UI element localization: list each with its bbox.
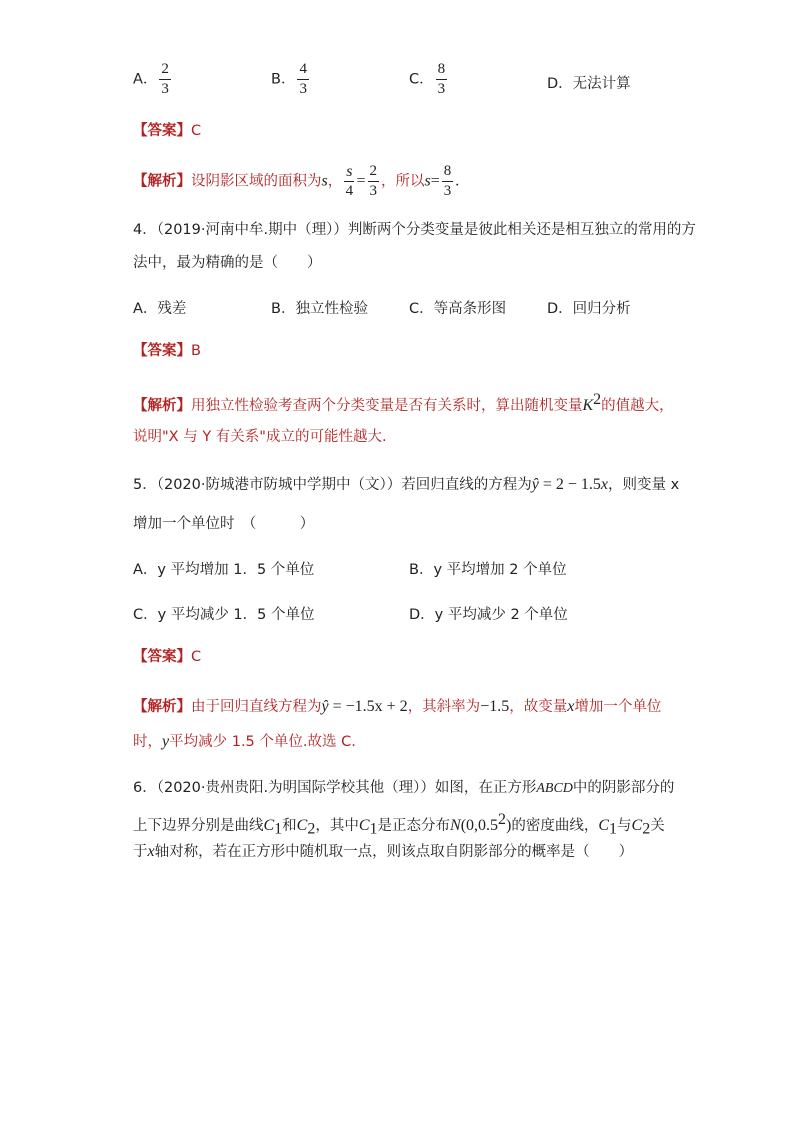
q5-stem-line2: 增加一个单位时 （ ） [133,516,315,532]
option-label: C． [409,71,434,88]
answer-value: B [191,343,201,359]
q6-stem-line1 [133,778,674,799]
fraction-denominator: 3 [161,81,169,97]
math-sub: 1 [369,820,378,838]
fraction-numerator: 2 [368,164,380,182]
analysis-text: ，其斜率为 [407,699,481,715]
fraction [297,62,309,97]
punct: ， [327,173,343,190]
analysis-text: ，故变量 [509,699,568,715]
q3-analysis [133,164,459,199]
q5-analysis-line1 [133,697,661,717]
q4-stem-line1: 4．（2019·河南中牟.期中（理））判断两个分类变量是彼此相关还是相互独立的常用的方 [133,222,696,238]
math-var: C [263,816,275,834]
analysis-text: ，所以 [381,173,425,190]
math-var: C [598,816,610,834]
stem-text: 上下边界分别是曲线 [133,817,264,834]
stem-text: 和 [282,817,297,834]
math-var: C [358,816,370,834]
stem-text: 5．（2020·防城港市防城中学期中（文））若回归直线的方程为 [133,477,532,493]
fraction-denominator: 3 [437,81,446,97]
math-sub: 1 [274,820,283,838]
math-op: = [430,172,440,190]
math-var: K [582,396,594,414]
q4-stem-line2: 法中，最为精确的是（ ） [133,255,322,271]
math-expr: ) [506,816,512,834]
analysis-text: 设阴影区域的面积为 [191,173,322,190]
math-sub: 2 [642,820,651,838]
math-var: ABCD [536,781,573,796]
option-label: B． [271,71,296,88]
math-var: x [600,476,608,493]
math-var: ŷ [321,698,329,715]
option-label: A． [133,71,158,88]
analysis-text: 由于回归直线方程为 [191,699,322,715]
q6-stem-line3 [133,842,633,862]
math-var: N [450,816,461,834]
q5-option-a: A．y 平均增加 1．5 个单位 [133,562,315,578]
fraction-numerator: 8 [442,164,454,182]
answer-value: C [191,649,202,665]
q4-analysis-line1 [133,390,674,416]
answer-tag: 【答案】 [133,649,191,665]
math-expr: (0,0.5 [460,816,499,834]
q3-option-b [271,62,311,97]
math-var: y [162,733,170,750]
math-var: s [424,172,431,190]
q3-option-c [409,62,449,97]
analysis-tag: 【解析】 [133,173,191,190]
math-var: C [631,816,643,834]
fraction-numerator: 8 [436,62,448,80]
answer-tag: 【答案】 [133,343,191,359]
q3-option-a [133,62,173,97]
stem-text: 关 [650,817,665,834]
q6-stem-line2 [133,810,665,840]
stem-text: 中的阴影部分的 [572,780,675,796]
analysis-text: 的值越大， [601,397,674,414]
fraction [436,62,448,97]
fraction-denominator: 4 [345,183,354,199]
analysis-text: 平均减少 1.5 个单位.故选 C. [169,734,356,750]
q5-answer [133,647,201,667]
math-var: ŷ [531,476,539,493]
q5-stem-line1 [133,475,679,495]
q5-option-d: D．y 平均减少 2 个单位 [409,607,568,623]
punct: . [455,172,460,190]
analysis-text: 时， [133,734,162,750]
math-var: x [147,843,155,860]
math-sub: 1 [609,820,618,838]
q4-analysis-line2: 说明"X 与 Y 有关系"成立的可能性越大. [133,429,387,445]
option-text: 无法计算 [572,76,631,92]
q4-option-d: D．回归分析 [547,301,631,317]
q4-answer [133,341,201,361]
answer-value: C [191,123,202,139]
stem-text: 6．（2020·贵州贵阳.为明国际学校其他（理））如图，在正方形 [133,780,537,796]
q5-option-b: B．y 平均增加 2 个单位 [409,562,567,578]
fraction-numerator: s [346,163,353,180]
q3-answer [133,121,201,141]
q4-option-b: B．独立性检验 [271,301,368,317]
math-exp: 2 [593,391,602,408]
math-var: x [567,698,575,715]
stem-text: ，则变量 x [608,477,680,493]
fraction [442,164,454,199]
math-sub: 2 [307,820,316,838]
stem-text: 是正态分布 [377,817,451,834]
fraction [159,62,171,97]
answer-tag: 【答案】 [133,123,191,139]
q5-option-c: C．y 平均减少 1．5 个单位 [133,607,315,623]
math-exp: 2 [498,811,507,828]
analysis-text: 用独立性检验考查两个分类变量是否有关系时，算出随机变量 [191,397,583,414]
math-var: C [296,816,308,834]
q3-option-d [547,72,631,93]
option-label: D． [547,76,573,92]
fraction [344,164,354,199]
stem-text: 于 [133,844,148,860]
analysis-text: 增加一个单位 [574,699,662,715]
fraction [368,164,380,199]
stem-text: 的密度曲线， [511,817,599,834]
q4-option-a: A．残差 [133,301,187,317]
fraction-denominator: 3 [443,183,452,199]
q5-analysis-line2 [133,732,356,752]
stem-text: 轴对称，若在正方形中随机取一点，则该点取自阴影部分的概率是（ ） [154,844,634,860]
analysis-tag: 【解析】 [133,699,191,715]
math-expr: = −1.5x + 2 [328,698,408,715]
stem-text: ，其中 [315,817,359,834]
stem-text: 与 [617,817,632,834]
fraction-numerator: 2 [159,62,171,80]
q4-option-c: C．等高条形图 [409,301,507,317]
math-value: −1.5 [480,698,510,715]
math-expr: = 2 − 1.5 [538,476,601,493]
analysis-tag: 【解析】 [133,397,191,414]
fraction-denominator: 3 [369,183,377,199]
math-op: = [356,172,366,190]
fraction-denominator: 3 [299,81,307,97]
math-var: s [321,172,328,190]
fraction-numerator: 4 [297,62,309,80]
